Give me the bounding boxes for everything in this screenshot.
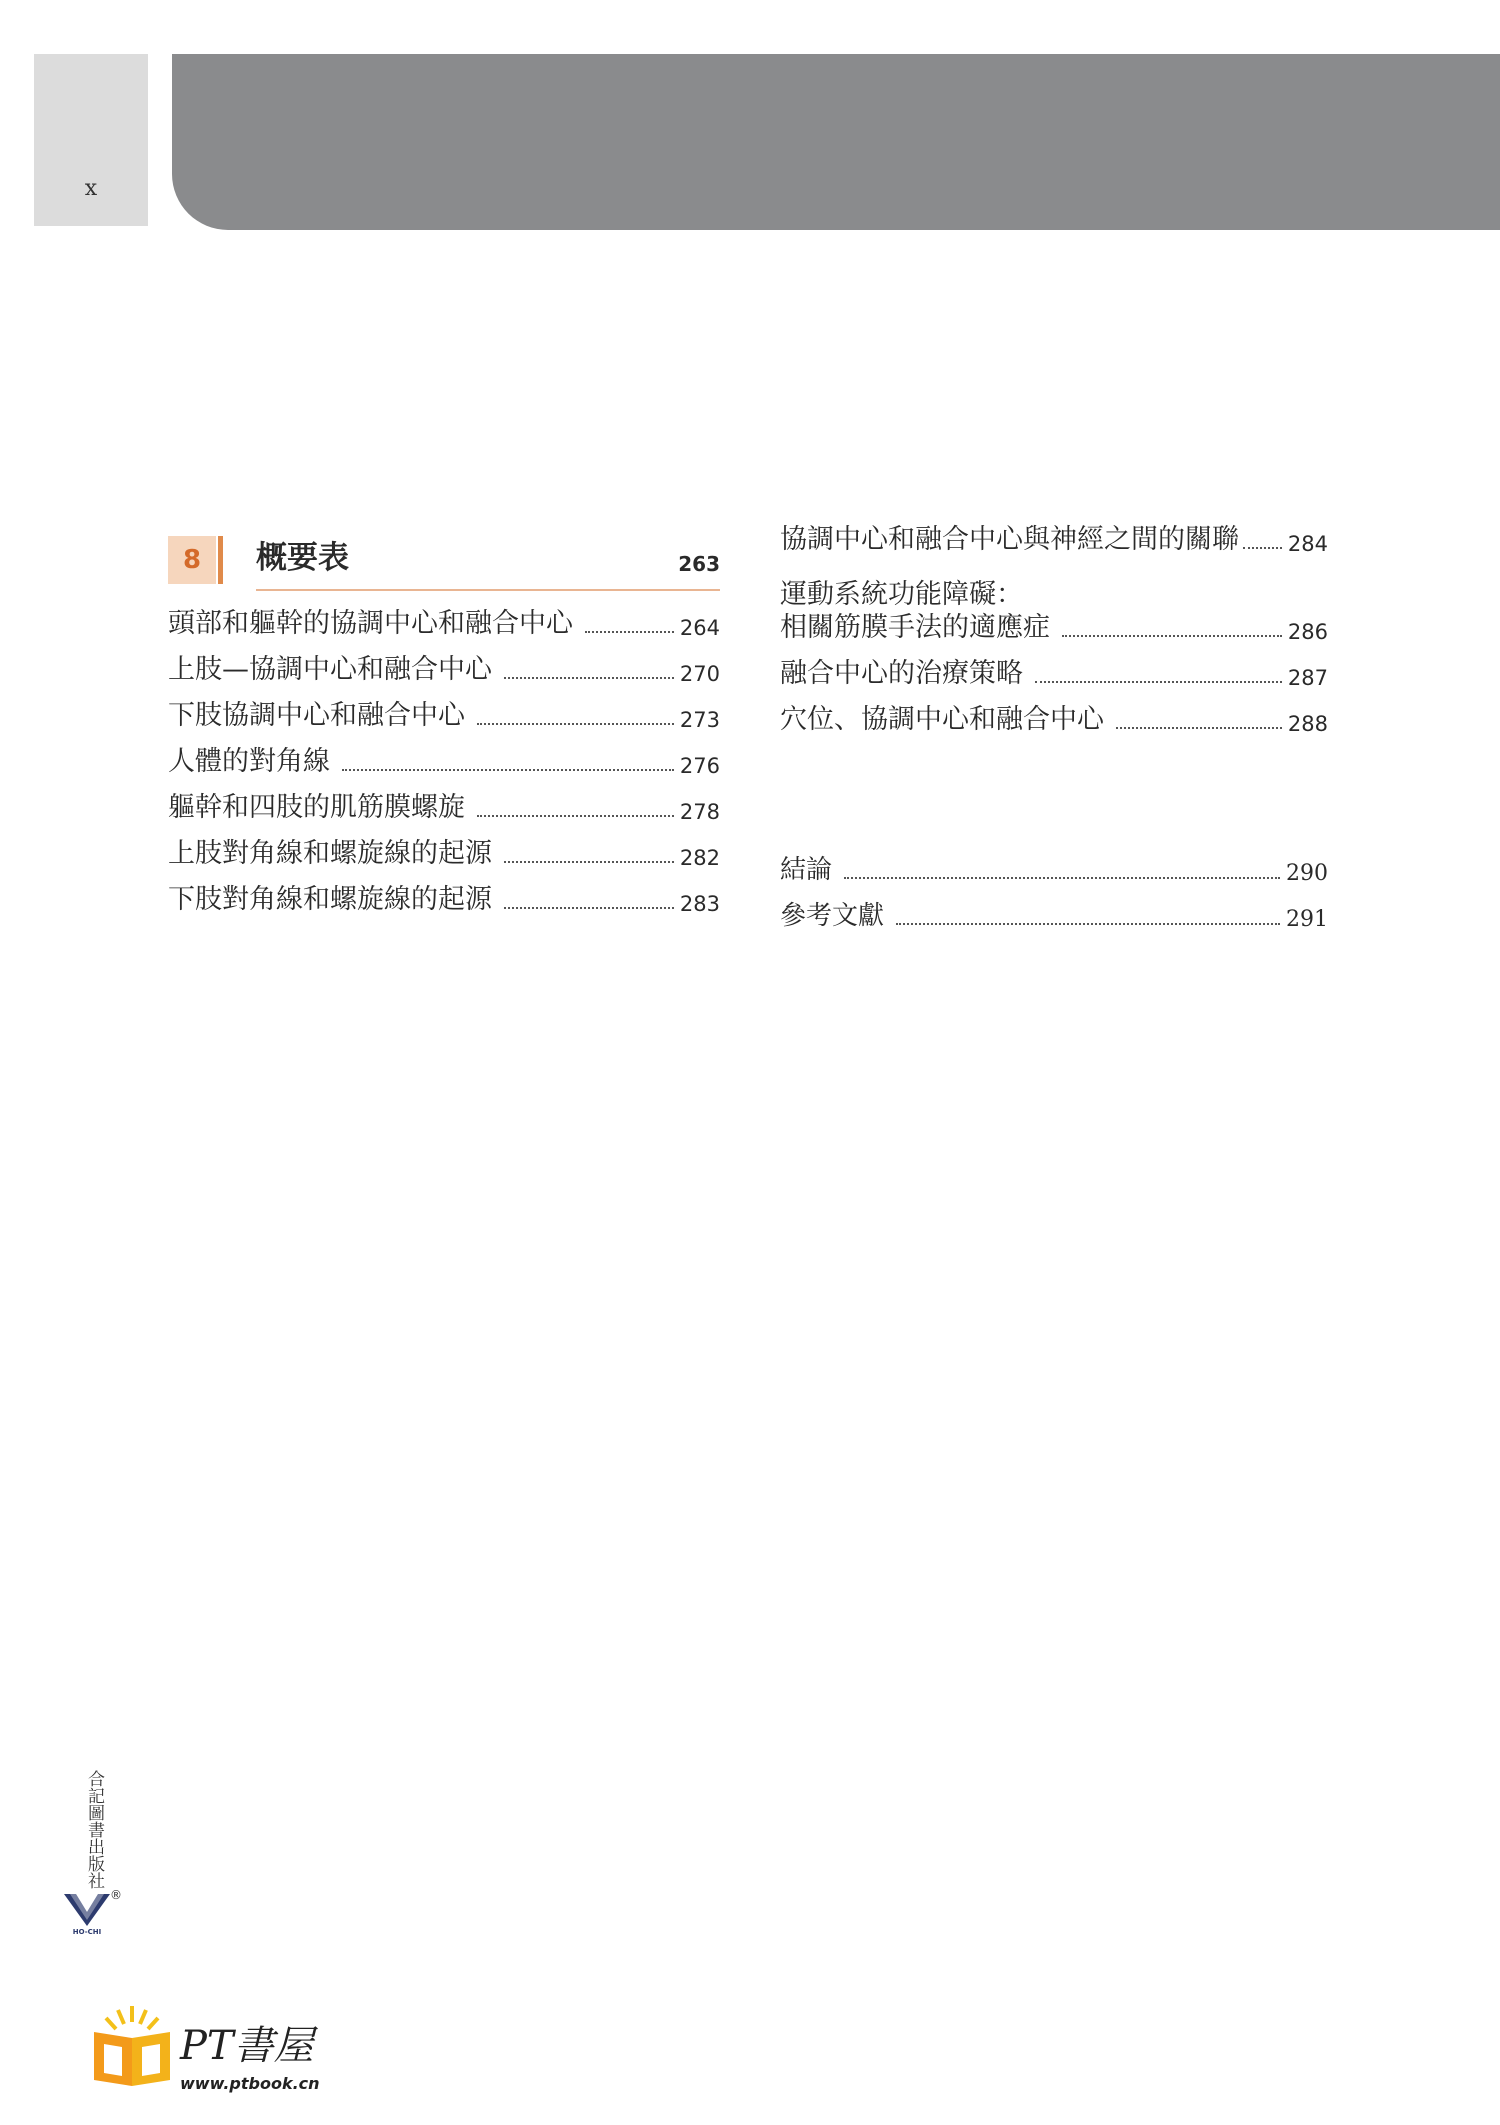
toc-right-column (780, 526, 1328, 948)
toc-entry-title-line2: 相關筋膜手法的適應症 (780, 612, 1050, 643)
publisher-logo-icon (62, 1892, 112, 1936)
toc-entry-title: 參考文獻 (780, 901, 885, 931)
toc-entry[interactable] (168, 840, 720, 870)
toc-entry-page: 284 (1287, 532, 1328, 556)
header-band (172, 54, 1500, 230)
bookshop-logo-icon (88, 2002, 178, 2090)
toc-entry[interactable] (780, 526, 1328, 556)
toc-entry-page: 286 (1287, 620, 1328, 644)
page-number-box (34, 54, 148, 226)
publisher-name: 合記圖書出版社 (84, 1770, 104, 1889)
toc-entry-title: 下肢協調中心和融合中心 (168, 700, 465, 731)
toc-entry[interactable] (780, 660, 1328, 690)
toc-entry[interactable] (780, 706, 1328, 736)
toc-entry-line2 (780, 614, 1328, 644)
spacer (780, 752, 1328, 856)
dot-leader (844, 877, 1280, 879)
chapter-heading (168, 526, 720, 588)
dot-leader (1116, 727, 1282, 729)
toc-entry[interactable] (168, 794, 720, 824)
chapter-page: 263 (678, 552, 720, 576)
toc-entry-title: 融合中心的治療策略 (780, 658, 1023, 689)
toc-entry[interactable] (780, 856, 1328, 886)
toc-entry-title: 頭部和軀幹的協調中心和融合中心 (168, 608, 573, 639)
dot-leader (477, 723, 674, 725)
dot-leader (504, 677, 674, 679)
toc-entry-title: 協調中心和融合中心與神經之間的關聯 (780, 524, 1239, 555)
chapter-number-badge: 8 (168, 536, 216, 584)
toc-entry-title: 上肢對角線和螺旋線的起源 (168, 838, 492, 869)
dot-leader (896, 923, 1280, 925)
dot-leader (504, 907, 674, 909)
dot-leader (477, 815, 674, 817)
toc-entry-page: 282 (679, 846, 720, 870)
toc-entry-page: 283 (679, 892, 720, 916)
toc-entry-title: 穴位、協調中心和融合中心 (780, 704, 1104, 735)
toc-entry-page: 264 (679, 616, 720, 640)
toc-entry-multiline[interactable] (780, 572, 1328, 644)
bookshop-url[interactable]: www.ptbook.cn (180, 2074, 320, 2093)
toc-entry[interactable] (780, 902, 1328, 932)
toc-entry-page: 278 (679, 800, 720, 824)
toc-entry-title: 上肢—協調中心和融合中心 (168, 654, 492, 685)
toc-entry-title: 下肢對角線和螺旋線的起源 (168, 884, 492, 915)
toc-entry-page: 288 (1287, 712, 1328, 736)
chapter-accent-bar (218, 536, 223, 584)
toc-entry-page: 276 (679, 754, 720, 778)
chapter-title: 概要表 (256, 540, 349, 576)
page-number: x (84, 176, 98, 201)
toc-entry-title: 軀幹和四肢的肌筋膜螺旋 (168, 792, 465, 823)
toc-entry[interactable] (168, 702, 720, 732)
publisher-logo-text: HO-CHI (72, 1928, 102, 1936)
toc-entry-page: 287 (1287, 666, 1328, 690)
toc-entry-page: 290 (1286, 861, 1328, 886)
dot-leader (585, 631, 674, 633)
dot-leader (1035, 681, 1282, 683)
toc-entry-page: 273 (679, 708, 720, 732)
dot-leader (1243, 547, 1282, 549)
toc-entry[interactable] (168, 748, 720, 778)
toc-left-column (168, 526, 720, 932)
toc-entry-title: 結論 (780, 855, 833, 885)
dot-leader (504, 861, 674, 863)
toc-entry-title: 人體的對角線 (168, 746, 330, 777)
toc-entry-title-line1: 運動系統功能障礙： (780, 579, 1023, 610)
bookshop-title: PT書屋 (180, 2023, 314, 2069)
dot-leader (1062, 635, 1282, 637)
registered-mark: ® (110, 1888, 122, 1902)
toc-entry[interactable] (168, 610, 720, 640)
toc-entry[interactable] (168, 886, 720, 916)
toc-entry-page: 291 (1286, 907, 1328, 932)
chapter-rule (256, 589, 720, 591)
toc-entry[interactable] (168, 656, 720, 686)
dot-leader (342, 769, 674, 771)
toc-entry-page: 270 (679, 662, 720, 686)
